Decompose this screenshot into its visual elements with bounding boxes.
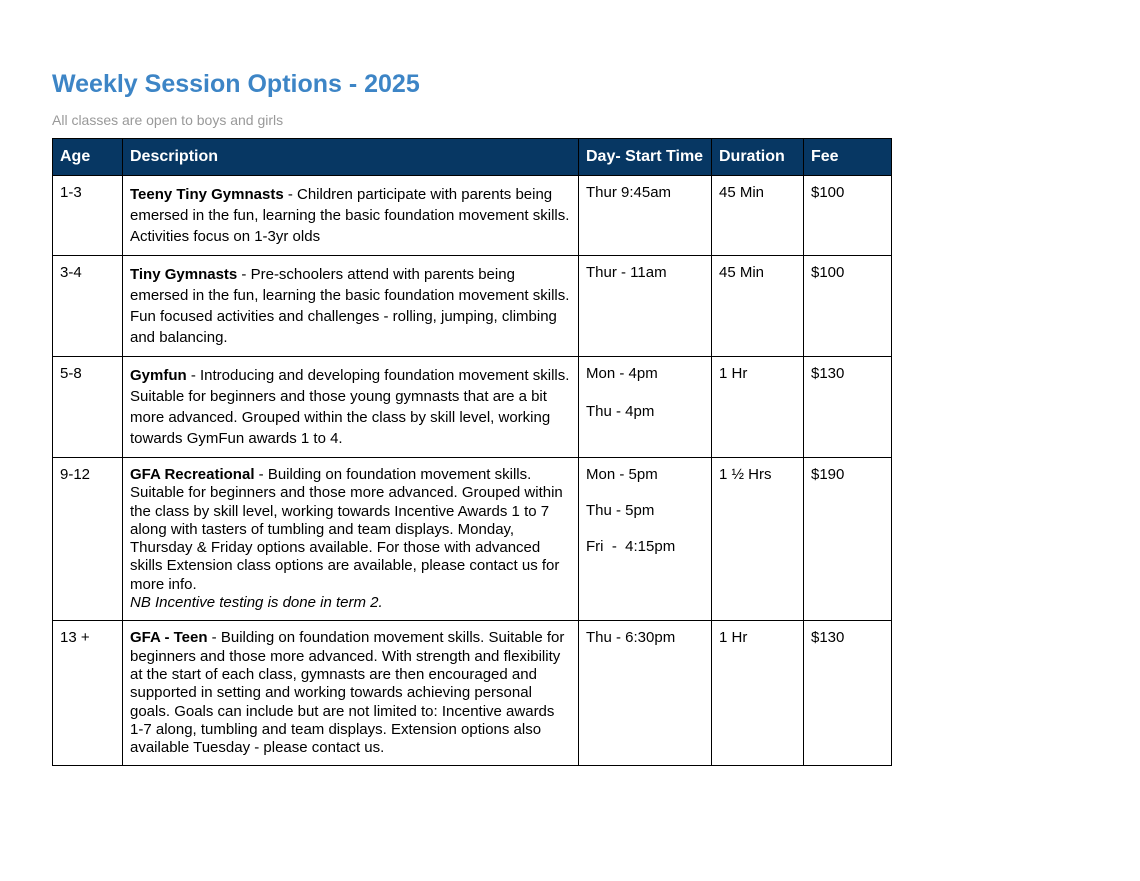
session-time: Fri - 4:15pm bbox=[586, 538, 676, 555]
age-cell: 5-8 bbox=[53, 357, 123, 458]
page-subtitle: All classes are open to boys and girls bbox=[52, 112, 284, 128]
table-header-row bbox=[53, 139, 892, 176]
table-row bbox=[53, 176, 892, 256]
duration-cell: 45 Min bbox=[712, 256, 804, 357]
class-name: Gymfun bbox=[130, 367, 187, 384]
duration-cell: 45 Min bbox=[712, 176, 804, 256]
age-cell: 13 + bbox=[53, 621, 123, 766]
description-cell bbox=[123, 256, 579, 357]
session-time: Thu - 5pm bbox=[586, 502, 655, 519]
fee-cell: $100 bbox=[804, 256, 892, 357]
duration-cell: 1 Hr bbox=[712, 621, 804, 766]
age-cell: 1-3 bbox=[53, 176, 123, 256]
class-description: - Introducing and developing foundation movement skills. Suitable for beginners and those young gymnasts that are a bit more advanced. Grouped within the class by skill level, working towards GymFun awards 1 to 4. bbox=[130, 367, 570, 447]
day-start-time-cell bbox=[579, 256, 712, 357]
day-start-time-cell bbox=[579, 176, 712, 256]
class-description: - Children participate with parents being emersed in the fun, learning the basic foundation movement skills. Activities focus on 1-3yr olds bbox=[130, 186, 570, 245]
class-name: Teeny Tiny Gymnasts bbox=[130, 186, 284, 203]
session-time: Mon - 5pm bbox=[586, 466, 658, 483]
description-cell bbox=[123, 458, 579, 621]
column-header-duration: Duration bbox=[712, 139, 804, 176]
table-row bbox=[53, 256, 892, 357]
duration-cell: 1 Hr bbox=[712, 357, 804, 458]
column-header-age: Age bbox=[53, 139, 123, 176]
class-name: Tiny Gymnasts bbox=[130, 266, 238, 283]
day-start-time-cell bbox=[579, 621, 712, 766]
page-title: Weekly Session Options - 2025 bbox=[52, 70, 420, 98]
column-header-description: Description bbox=[123, 139, 579, 176]
duration-cell: 1 ½ Hrs bbox=[712, 458, 804, 621]
table-row bbox=[53, 621, 892, 766]
age-cell: 9-12 bbox=[53, 458, 123, 621]
class-description: - Pre-schoolers attend with parents being emersed in the fun, learning the basic foundation movement skills. Fun focused activities and challenges - rolling, jumping, climbing and balancing. bbox=[130, 266, 570, 346]
description-cell bbox=[123, 357, 579, 458]
class-name: GFA - Teen bbox=[130, 629, 208, 647]
session-time: Thur - 11am bbox=[586, 264, 667, 281]
session-time: Mon - 4pm bbox=[586, 365, 658, 382]
session-time: Thu - 6:30pm bbox=[586, 629, 676, 647]
column-header-day-start-time: Day- Start Time bbox=[579, 139, 712, 176]
fee-cell: $130 bbox=[804, 621, 892, 766]
description-cell bbox=[123, 621, 579, 766]
day-start-time-cell bbox=[579, 458, 712, 621]
day-start-time-cell bbox=[579, 357, 712, 458]
table-row bbox=[53, 458, 892, 621]
class-note: NB Incentive testing is done in term 2. bbox=[130, 594, 383, 612]
fee-cell: $100 bbox=[804, 176, 892, 256]
age-cell: 3-4 bbox=[53, 256, 123, 357]
class-name: GFA Recreational bbox=[130, 466, 255, 483]
fee-cell: $190 bbox=[804, 458, 892, 621]
session-options-table bbox=[52, 138, 892, 766]
class-description: - Building on foundation movement skills. Suitable for beginners and those more advanced. Grouped within the class by skill level, working towards Incentive Awards 1 to 7 along with tasters of tumbling and team displays. Monday, Thursday & Friday options available. For those with advanced skills Extension class options are available, please contact us for more info. bbox=[130, 466, 563, 593]
description-cell bbox=[123, 176, 579, 256]
session-time: Thur 9:45am bbox=[586, 184, 672, 201]
table-row bbox=[53, 357, 892, 458]
class-description: - Building on foundation movement skills. Suitable for beginners and those more advanced. With strength and flexibility at the start of each class, gymnasts are then encouraged and supported in setting and working towards achieving personal goals. Goals can include but are not limited to: Incentive awards 1-7 along, tumbling and team displays. Extension options also available Tuesday - please contact us. bbox=[130, 629, 565, 757]
session-time: Thu - 4pm bbox=[586, 403, 655, 420]
column-header-fee: Fee bbox=[804, 139, 892, 176]
fee-cell: $130 bbox=[804, 357, 892, 458]
